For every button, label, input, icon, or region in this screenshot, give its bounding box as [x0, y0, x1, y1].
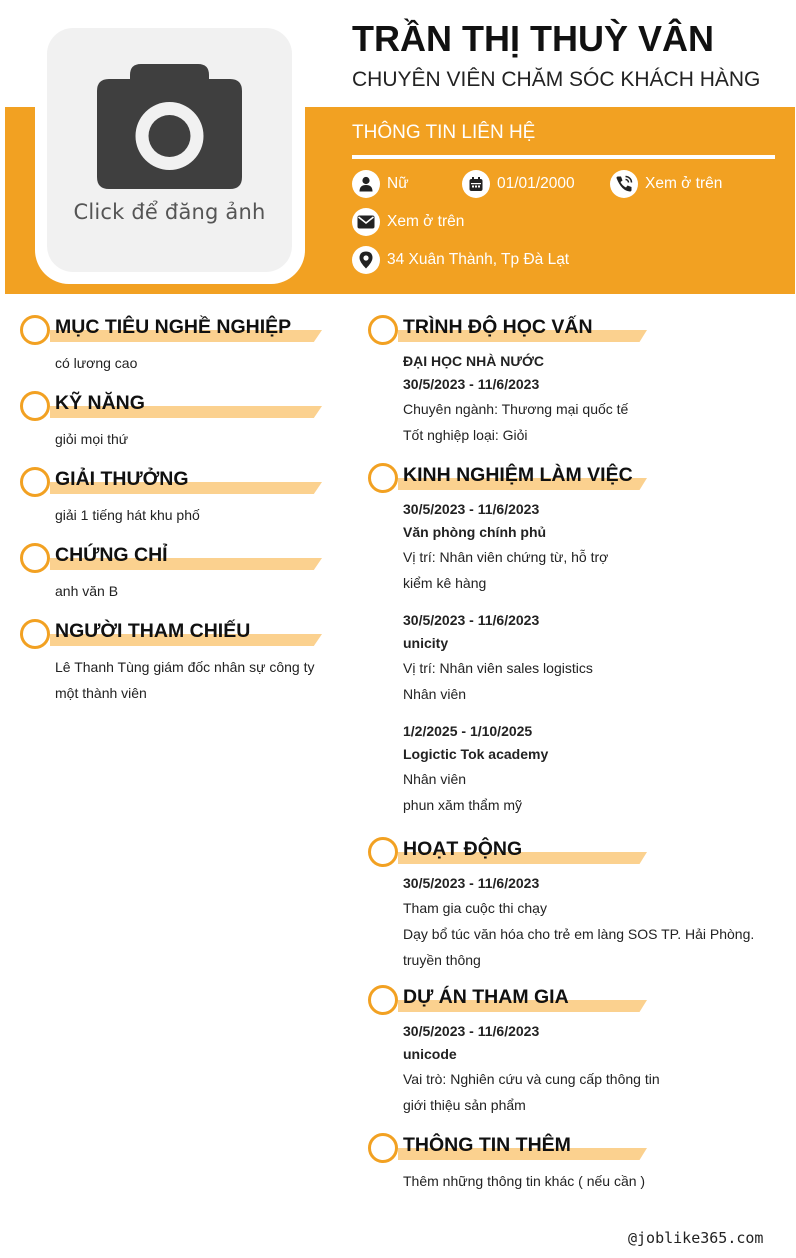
- project-period: 30/5/2023 - 11/6/2023: [403, 1023, 540, 1039]
- section-ring-icon: [20, 315, 50, 345]
- project-line: giới thiệu sản phẩm: [403, 1097, 526, 1113]
- section-ring-icon: [20, 467, 50, 497]
- site-watermark: @joblike365.com: [628, 1229, 764, 1247]
- section-ring-icon: [368, 315, 398, 345]
- experience-line: Vị trí: Nhân viên chứng từ, hỗ trợ: [403, 549, 609, 565]
- contact-address: [352, 246, 569, 274]
- section-education: [368, 314, 768, 448]
- certificates-text: anh văn B: [55, 583, 119, 599]
- avatar-upload[interactable]: [47, 28, 292, 272]
- avatar-frame: [35, 14, 305, 284]
- experience-item: [403, 720, 768, 818]
- objective-text: có lương cao: [55, 355, 138, 371]
- activities-line: truyền thông: [403, 952, 481, 968]
- experience-company: Văn phòng chính phủ: [403, 524, 547, 540]
- section-ring-icon: [20, 543, 50, 573]
- section-extra: [368, 1132, 768, 1194]
- section-skills: [20, 390, 330, 452]
- section-title: GIẢI THƯỞNG: [55, 468, 189, 490]
- contact-divider: [352, 155, 775, 159]
- section-certificates: [20, 542, 330, 604]
- section-activities: [368, 836, 768, 973]
- experience-line: Nhân viên: [403, 771, 467, 787]
- section-title: CHỨNG CHỈ: [55, 544, 168, 566]
- section-title: NGƯỜI THAM CHIẾU: [55, 620, 251, 642]
- phone-value: Xem ở trên: [645, 175, 723, 192]
- contact-phone: [610, 170, 722, 198]
- contact-birthday: [462, 170, 575, 198]
- contact-heading: THÔNG TIN LIÊN HỆ: [352, 122, 536, 143]
- experience-item: [403, 498, 768, 596]
- section-ring-icon: [368, 1133, 398, 1163]
- section-experience: [368, 462, 768, 818]
- experience-company: Logictic Tok academy: [403, 746, 549, 762]
- activities-line: Tham gia cuộc thi chạy: [403, 900, 547, 916]
- contact-gender: [352, 170, 409, 198]
- section-title: KINH NGHIỆM LÀM VIỆC: [403, 464, 633, 486]
- activities-line: Dạy bổ túc văn hóa cho trẻ em làng SOS TP. Hải Phòng.: [403, 926, 755, 942]
- gender-value: Nữ: [387, 175, 409, 192]
- section-title: TRÌNH ĐỘ HỌC VẤN: [403, 316, 593, 338]
- education-period: 30/5/2023 - 11/6/2023: [403, 376, 540, 392]
- experience-line: phun xăm thẩm mỹ: [403, 797, 523, 813]
- experience-line: Nhân viên: [403, 686, 467, 702]
- job-title: CHUYÊN VIÊN CHĂM SÓC KHÁCH HÀNG: [352, 68, 761, 91]
- skills-text: giỏi mọi thứ: [55, 431, 129, 447]
- section-references: [20, 618, 320, 706]
- experience-line: kiểm kê hàng: [403, 575, 487, 591]
- birthday-value: 01/01/2000: [497, 175, 575, 192]
- section-ring-icon: [20, 391, 50, 421]
- experience-period: 1/2/2025 - 1/10/2025: [403, 723, 533, 739]
- education-grade: Tốt nghiệp loại: Giỏi: [403, 427, 528, 443]
- section-ring-icon: [368, 837, 398, 867]
- contact-email: [352, 208, 464, 236]
- experience-item: [403, 609, 768, 707]
- section-title: DỰ ÁN THAM GIA: [403, 986, 569, 1008]
- section-objective: [20, 314, 330, 376]
- section-title: HOẠT ĐỘNG: [403, 838, 523, 860]
- references-text: Lê Thanh Tùng giám đốc nhân sự công ty một thành viên: [55, 659, 315, 701]
- education-major: Chuyên ngành: Thương mại quốc tế: [403, 401, 629, 417]
- section-ring-icon: [368, 463, 398, 493]
- activities-period: 30/5/2023 - 11/6/2023: [403, 875, 540, 891]
- section-ring-icon: [368, 985, 398, 1015]
- section-title: THÔNG TIN THÊM: [403, 1134, 571, 1156]
- project-line: Vai trò: Nghiên cứu và cung cấp thông tin: [403, 1071, 660, 1087]
- project-name: unicode: [403, 1046, 457, 1062]
- experience-line: Vị trí: Nhân viên sales logistics: [403, 660, 593, 676]
- section-ring-icon: [20, 619, 50, 649]
- camera-icon: [96, 63, 243, 191]
- upload-hint: Click để đăng ảnh: [73, 200, 266, 224]
- extra-text: Thêm những thông tin khác ( nếu cần ): [403, 1173, 646, 1189]
- awards-text: giải 1 tiếng hát khu phố: [55, 507, 200, 523]
- section-projects: [368, 984, 768, 1118]
- experience-company: unicity: [403, 635, 449, 651]
- location-pin-icon: [352, 246, 380, 274]
- experience-period: 30/5/2023 - 11/6/2023: [403, 501, 540, 517]
- candidate-name: TRẦN THỊ THUỲ VÂN: [352, 18, 714, 59]
- section-awards: [20, 466, 330, 528]
- experience-period: 30/5/2023 - 11/6/2023: [403, 612, 540, 628]
- email-value: Xem ở trên: [387, 213, 465, 230]
- envelope-icon: [352, 208, 380, 236]
- section-title: MỤC TIÊU NGHỀ NGHIỆP: [55, 316, 292, 338]
- school-name: ĐẠI HỌC NHÀ NƯỚC: [403, 353, 544, 369]
- section-title: KỸ NĂNG: [55, 392, 145, 414]
- phone-icon: [610, 170, 638, 198]
- calendar-icon: [462, 170, 490, 198]
- address-value: 34 Xuân Thành, Tp Đà Lạt: [387, 251, 570, 268]
- person-icon: [352, 170, 380, 198]
